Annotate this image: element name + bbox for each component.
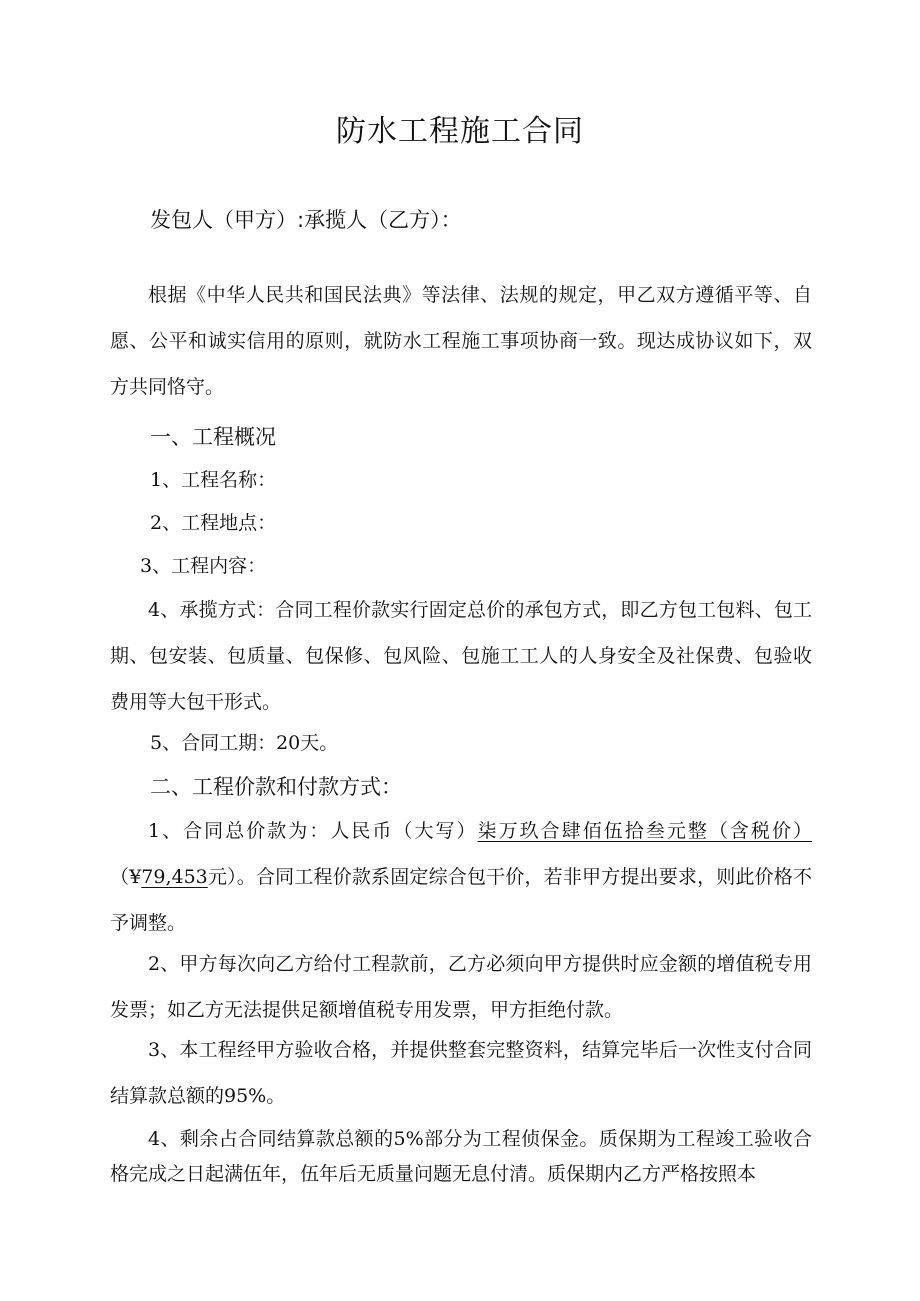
project-location-item: 2、工程地点： <box>150 512 277 534</box>
total-price-prefix: 1、合同总价款为：人民币（大写） <box>148 820 478 842</box>
warranty-deposit-item: 4、剩余占合同结算款总额的5%部分为工程侦保金。质保期为工程竣工验收合格完成之日起满伍年，伍年后无质量问题无息付清。质保期内乙方严格按照本 <box>110 1128 812 1185</box>
invoice-requirement-item: 2、甲方每次向乙方给付工程款前，乙方必须向甲方提供时应金额的增值税专用发票；如乙方无法提供足额增值税专用发票，甲方拒绝付款。 <box>110 953 812 1021</box>
yen-symbol: ¥ <box>129 866 142 888</box>
total-price-item <box>110 808 812 946</box>
total-price-paren: （ <box>110 866 130 888</box>
total-price-number: 79,453 <box>141 866 208 888</box>
section-2-heading: 二、工程价款和付款方式： <box>150 775 402 799</box>
project-content-item: 3、工程内容： <box>140 555 267 577</box>
payment-terms-item: 3、本工程经甲方验收合格，并提供整套完整资料，结算完毕后一次性支付合同结算款总额的95%。 <box>110 1039 812 1107</box>
project-name-item: 1、工程名称： <box>150 469 277 491</box>
contract-duration-item: 5、合同工期：20天。 <box>150 732 339 754</box>
contract-method-item: 4、承揽方式：合同工程价款实行固定总价的承包方式，即乙方包工包料、包工期、包安装、包质量、包保修、包风险、包施工工人的人身安全及社保费、包验收费用等大包干形式。 <box>110 599 812 713</box>
intro-paragraph: 根据《中华人民共和国民法典》等法律、法规的规定，甲乙双方遵循平等、自愿、公平和诚实信用的原则，就防水工程施工事项协商一致。现达成协议如下，双方共同恪守。 <box>110 284 812 398</box>
total-price-words: 柒万玖合肆佰伍拾叁元整（含税价） <box>477 820 812 842</box>
section-1-heading: 一、工程概况 <box>150 425 276 449</box>
document-title: 防水工程施工合同 <box>336 114 584 149</box>
parties-line: 发包人（甲方）:承揽人（乙方）： <box>150 208 462 232</box>
total-price-suffix: 元）。合同工程价款系固定综合包干价，若非甲方提出要求，则此价格不予调整。 <box>110 866 812 934</box>
